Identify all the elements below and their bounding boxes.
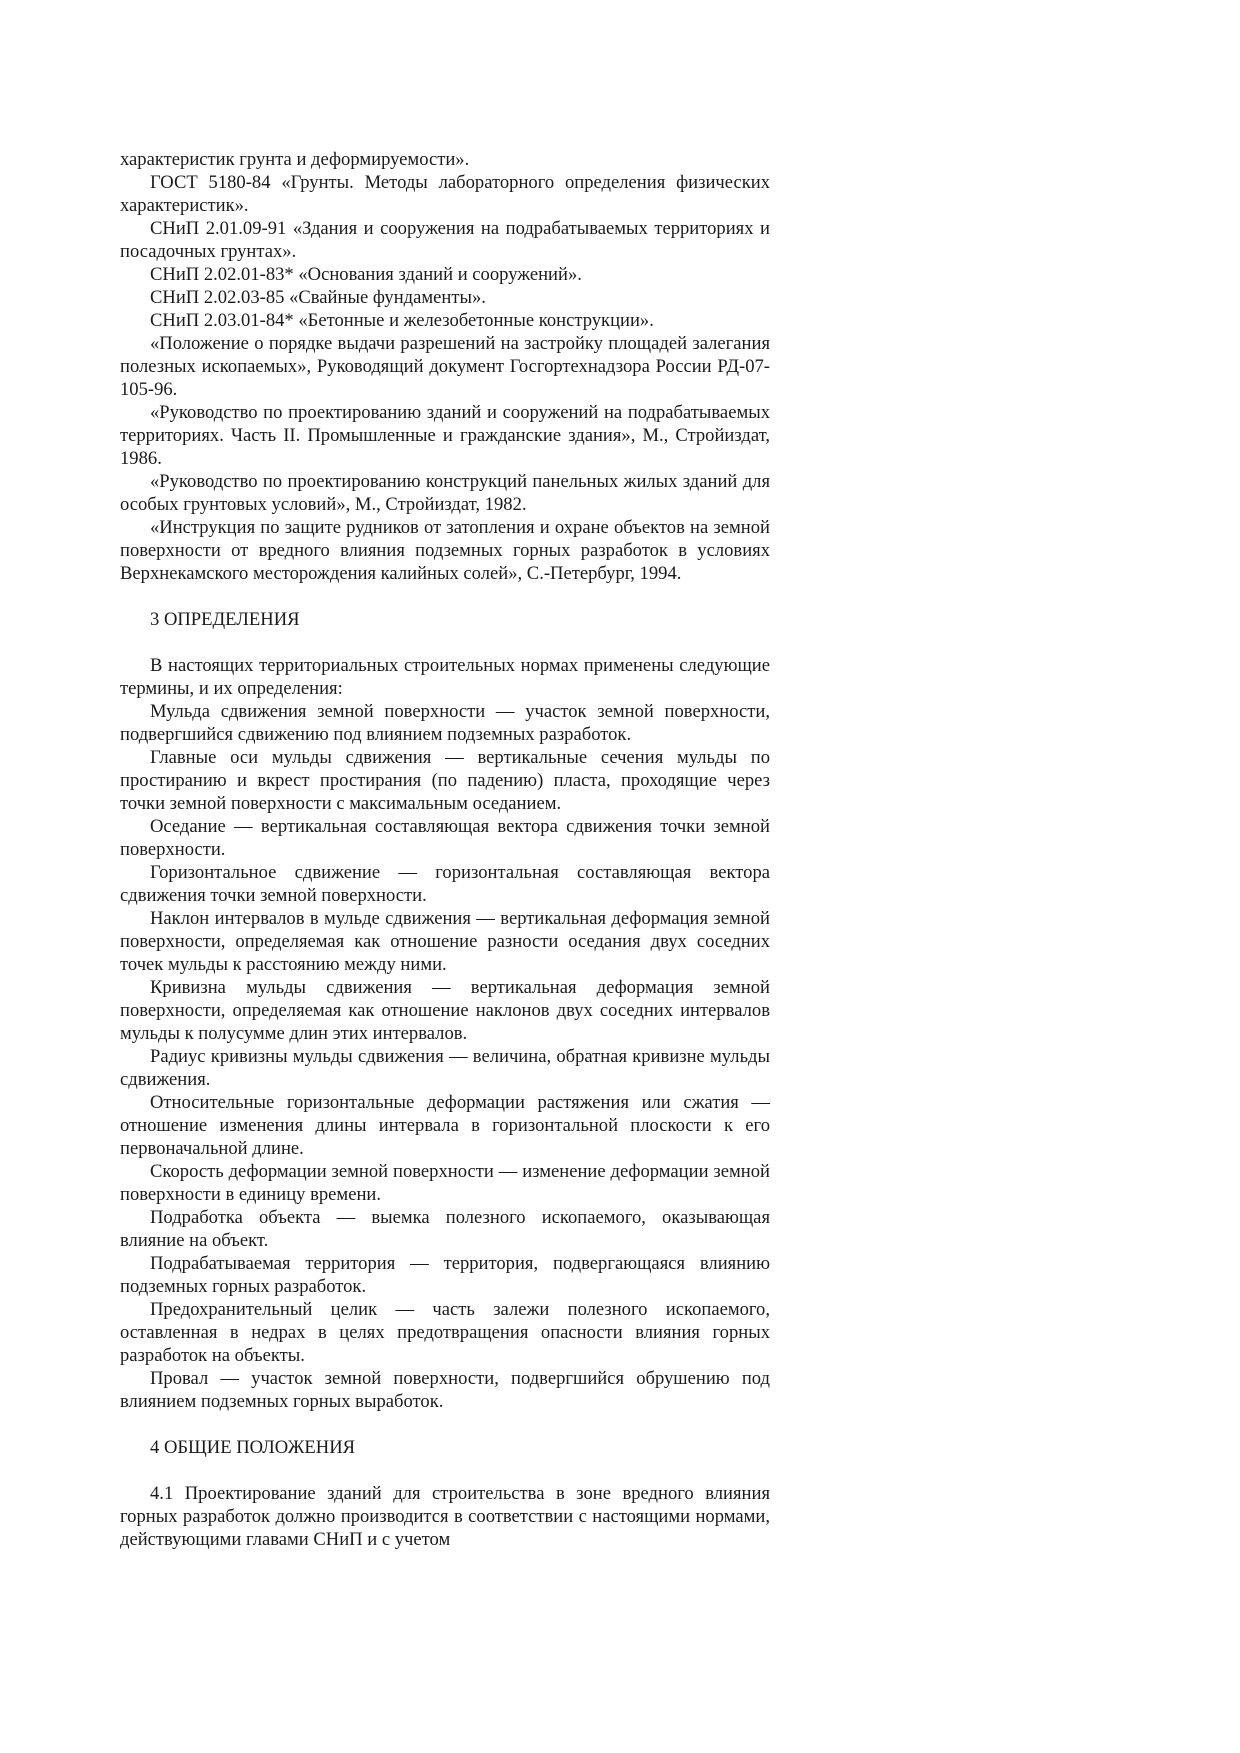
reference-item: СНиП 2.02.01-83* «Основания зданий и сооружений». bbox=[150, 264, 582, 285]
definition-paragraph: Оседание — вертикальная составляющая вектора сдвижения точки земной поверхности. bbox=[120, 816, 770, 860]
definition-paragraph: Горизонтальное сдвижение — горизонтальная составляющая вектора сдвижения точки земной поверхности. bbox=[120, 862, 770, 906]
definition-paragraph: Подрабатываемая территория — территория, подвергающаяся влиянию подземных горных разработок. bbox=[120, 1253, 770, 1297]
definition-paragraph: В настоящих территориальных строительных нормах применены следующие термины, и их определения: bbox=[120, 655, 770, 699]
reference-item: «Положение о порядке выдачи разрешений на застройку площадей залегания полезных ископаемых», Руководящий документ Госгортехнадзора России РД-07-105-96. bbox=[120, 333, 770, 400]
definition-paragraph: Предохранительный целик — часть залежи полезного ископаемого, оставленная в недрах в целях предотвращения опасности влияния горных разработок на объекты. bbox=[120, 1299, 770, 1366]
definition-paragraph: Кривизна мульды сдвижения — вертикальная деформация земной поверхности, определяемая как отношение наклонов двух соседних интервалов мульды к полусумме длин этих интервалов. bbox=[120, 977, 770, 1044]
reference-item: «Руководство по проектированию конструкций панельных жилых зданий для особых грунтовых условий», М., Стройиздат, 1982. bbox=[120, 471, 770, 515]
definition-paragraph: Скорость деформации земной поверхности — изменение деформации земной поверхности в единицу времени. bbox=[120, 1161, 770, 1205]
document-page bbox=[120, 148, 770, 1551]
reference-item: «Руководство по проектированию зданий и сооружений на подрабатываемых территориях. Часть II. Промышленные и гражданские здания», М., Стройиздат, 1986. bbox=[120, 402, 770, 469]
reference-item: характеристик грунта и деформируемости». bbox=[120, 149, 470, 170]
reference-item: «Инструкция по защите рудников от затопления и охране объектов на земной поверхности от вредного влияния подземных горных разработок в условиях Верхнекамского месторождения калийных солей», С.-Петербург, 1994. bbox=[120, 517, 770, 584]
definition-paragraph: Относительные горизонтальные деформации растяжения или сжатия — отношение изменения длины интервала в горизонтальной плоскости к его первоначальной длине. bbox=[120, 1092, 770, 1159]
section-heading: 4 ОБЩИЕ ПОЛОЖЕНИЯ bbox=[150, 1437, 356, 1458]
definition-paragraph: Подработка объекта — выемка полезного ископаемого, оказывающая влияние на объект. bbox=[120, 1207, 770, 1251]
definition-paragraph: Наклон интервалов в мульде сдвижения — вертикальная деформация земной поверхности, определяемая как отношение разности оседания двух соседних точек мульды к расстоянию между ними. bbox=[120, 908, 770, 975]
reference-item: СНиП 2.01.09-91 «Здания и сооружения на подрабатываемых территориях и посадочных грунтах». bbox=[120, 218, 770, 262]
section-heading: 3 ОПРЕДЕЛЕНИЯ bbox=[150, 609, 300, 630]
body-paragraph: 4.1 Проектирование зданий для строительства в зоне вредного влияния горных разработок должно производится в соответствии с настоящими нормами, действующими главами СНиП и с учетом bbox=[120, 1483, 770, 1550]
reference-item: СНиП 2.02.03-85 «Свайные фундаменты». bbox=[150, 287, 486, 308]
definition-paragraph: Мульда сдвижения земной поверхности — участок земной поверхности, подвергшийся сдвижению под влиянием подземных разработок. bbox=[120, 701, 770, 745]
definition-paragraph: Главные оси мульды сдвижения — вертикальные сечения мульды по простиранию и вкрест простирания (по падению) пласта, проходящие через точки земной поверхности с максимальным оседанием. bbox=[120, 747, 770, 814]
reference-item: СНиП 2.03.01-84* «Бетонные и железобетонные конструкции». bbox=[150, 310, 654, 331]
definition-paragraph: Провал — участок земной поверхности, подвергшийся обрушению под влиянием подземных горных выработок. bbox=[120, 1368, 770, 1412]
definition-paragraph: Радиус кривизны мульды сдвижения — величина, обратная кривизне мульды сдвижения. bbox=[120, 1046, 770, 1090]
reference-item: ГОСТ 5180-84 «Грунты. Методы лабораторного определения физических характеристик». bbox=[120, 172, 770, 216]
